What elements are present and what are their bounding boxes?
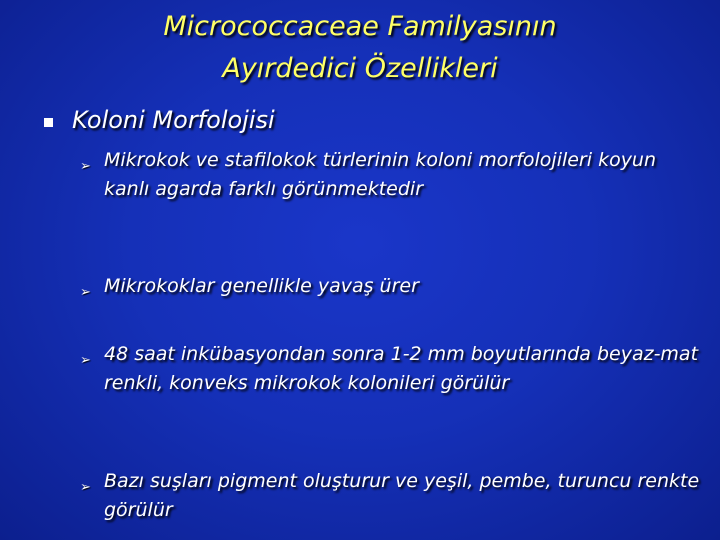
arrow-bullet-icon: ➢ [80,285,91,300]
list-item-text: Bazı suşları pigment oluşturur ve yeşil, pembe, turuncu renkte görülür [104,470,700,521]
slide-title [0,6,720,90]
list-item [80,467,704,525]
arrow-bullet-icon: ➢ [80,353,91,368]
list-item-text: Mikrokok ve stafilokok türlerinin koloni morfolojileri koyun kanlı agarda farklı görünmektedir [104,149,657,200]
list-item-text: 48 saat inkübasyondan sonra 1-2 mm boyutlarında beyaz-mat renkli, konveks mikrokok kolonileri görülür [104,343,699,394]
arrow-bullet-icon: ➢ [80,159,91,174]
list-item [80,146,704,204]
list-item [80,340,704,398]
slide-title-line-2: Ayırdedici Özellikleri [222,53,498,84]
square-bullet-icon [44,118,53,127]
arrow-bullet-icon: ➢ [80,480,91,495]
list-item [80,272,704,301]
slide-title-line-1: Micrococcaceae Familyasının [163,11,557,42]
list-item-text: Mikrokoklar genellikle yavaş ürer [104,275,419,297]
section-heading-text: Koloni Morfolojisi [72,106,275,134]
